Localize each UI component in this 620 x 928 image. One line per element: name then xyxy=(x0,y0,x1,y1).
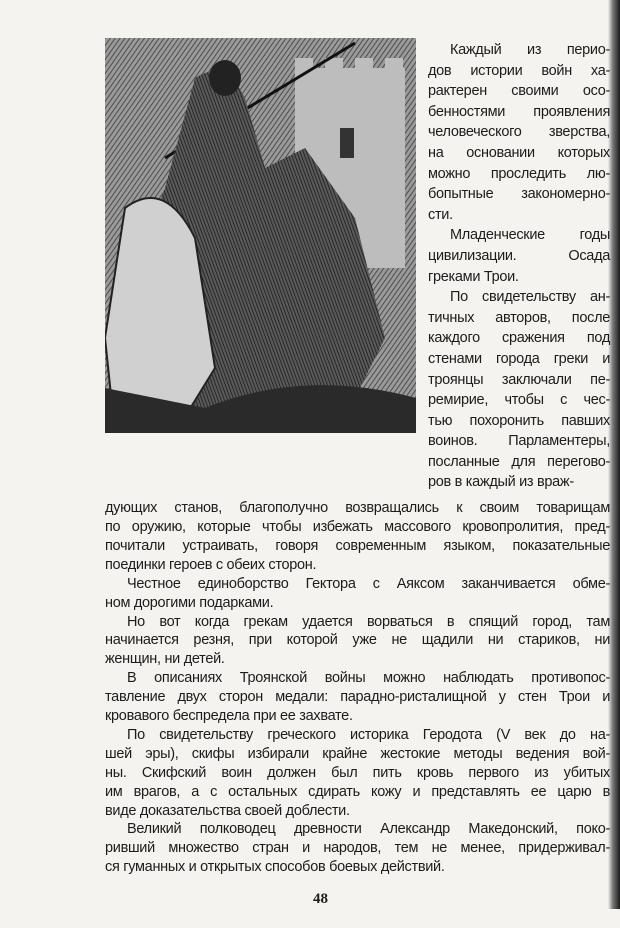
text-line: троянцы заключали пе- xyxy=(428,371,610,388)
text-line: тичных авторов, после xyxy=(428,309,610,326)
text-line: женщин, ни детей. xyxy=(105,651,225,668)
text-line: Великий полководец древности Александр Македонский, поко- xyxy=(127,821,610,838)
text-line: Но вот когда грекам удается ворваться в спящий город, там xyxy=(127,613,610,630)
text-line: В описаниях Троянской войны можно наблюдать противопос- xyxy=(127,670,610,687)
top-section xyxy=(105,38,610,493)
text-line: тью похоронить павших xyxy=(428,412,610,429)
text-line: ны. Скифский воин должен был пить кровь первого из убитых xyxy=(105,764,610,781)
battle-scene-icon xyxy=(105,38,416,433)
paragraph xyxy=(105,613,610,670)
text-line: Каждый из перио- xyxy=(450,42,610,58)
text-line: по оружию, которые чтобы избежать массового кровопролития, пред- xyxy=(105,518,610,535)
paragraph xyxy=(105,669,610,726)
paragraph xyxy=(105,575,610,613)
text-line: цивилизации. Осада xyxy=(428,247,610,264)
text-line: человеческого зверства, xyxy=(428,124,610,141)
text-line: ривший множество стран и народов, тем не менее, придерживал- xyxy=(105,840,610,857)
paragraph xyxy=(105,726,610,821)
text-line: ном дорогими подарками. xyxy=(105,594,274,611)
text-line: Честное единоборство Гектора с Аяксом заканчивается обме- xyxy=(127,575,610,592)
text-line: греками Трои. xyxy=(428,268,519,285)
right-text-column xyxy=(428,38,610,493)
text-line: бенностями проявления xyxy=(428,103,610,120)
text-line: сти. xyxy=(428,206,453,223)
text-line: дов истории войн ха- xyxy=(428,62,610,79)
text-line: ров в каждый из враж- xyxy=(428,474,574,491)
text-line: По свидетельству греческого историка Геродота (V век до на- xyxy=(127,726,610,743)
paragraph xyxy=(105,499,610,575)
paragraph xyxy=(428,287,610,493)
text-line: Младенческие годы xyxy=(450,227,610,244)
battle-engraving-illustration xyxy=(105,38,416,433)
page-number: 48 xyxy=(313,891,328,908)
text-line: шей эры), скифы избирали крайне жестокие методы ведения вой- xyxy=(105,745,610,762)
text-line: поединки героев с обеих сторон. xyxy=(105,556,317,573)
paragraph xyxy=(105,820,610,877)
text-line: воинов. Парламентеры, xyxy=(428,433,610,450)
text-line: почитали устраивать, говоря современным языком, показательные xyxy=(105,537,610,554)
text-line: можно проследить лю- xyxy=(428,165,610,182)
text-line: им врагов, а с остальных сдирать кожу и представлять ее царю в xyxy=(105,783,610,800)
full-width-text-body xyxy=(105,499,610,877)
text-line: дующих станов, благополучно возвращались к своим товарищам xyxy=(105,500,610,517)
text-line: начинается резня, при которой уже не щадили ни стариков, ни xyxy=(105,632,610,649)
text-line: кровавого беспредела при ее захвате. xyxy=(105,708,353,725)
paragraph xyxy=(428,225,610,287)
text-line: ремирие, чтобы с чес- xyxy=(428,392,610,409)
text-line: посланные для перегово- xyxy=(428,453,610,470)
text-line: виде доказательства своей доблести. xyxy=(105,802,350,819)
text-line: каждого сражения под xyxy=(428,330,610,347)
text-line: тавление двух сторон медали: парадно-ристалищной у стен Трои и xyxy=(105,689,610,706)
paragraph xyxy=(428,40,610,225)
text-line: бопытные закономерно- xyxy=(428,186,610,203)
text-line: ся гуманных и открытых способов боевых действий. xyxy=(105,859,445,876)
text-line: рактерен своими осо- xyxy=(428,83,610,100)
text-line: стенами города греки и xyxy=(428,350,610,367)
book-page xyxy=(105,38,610,928)
text-line: на основании которых xyxy=(428,144,610,161)
text-line: По свидетельству ан- xyxy=(450,289,610,306)
